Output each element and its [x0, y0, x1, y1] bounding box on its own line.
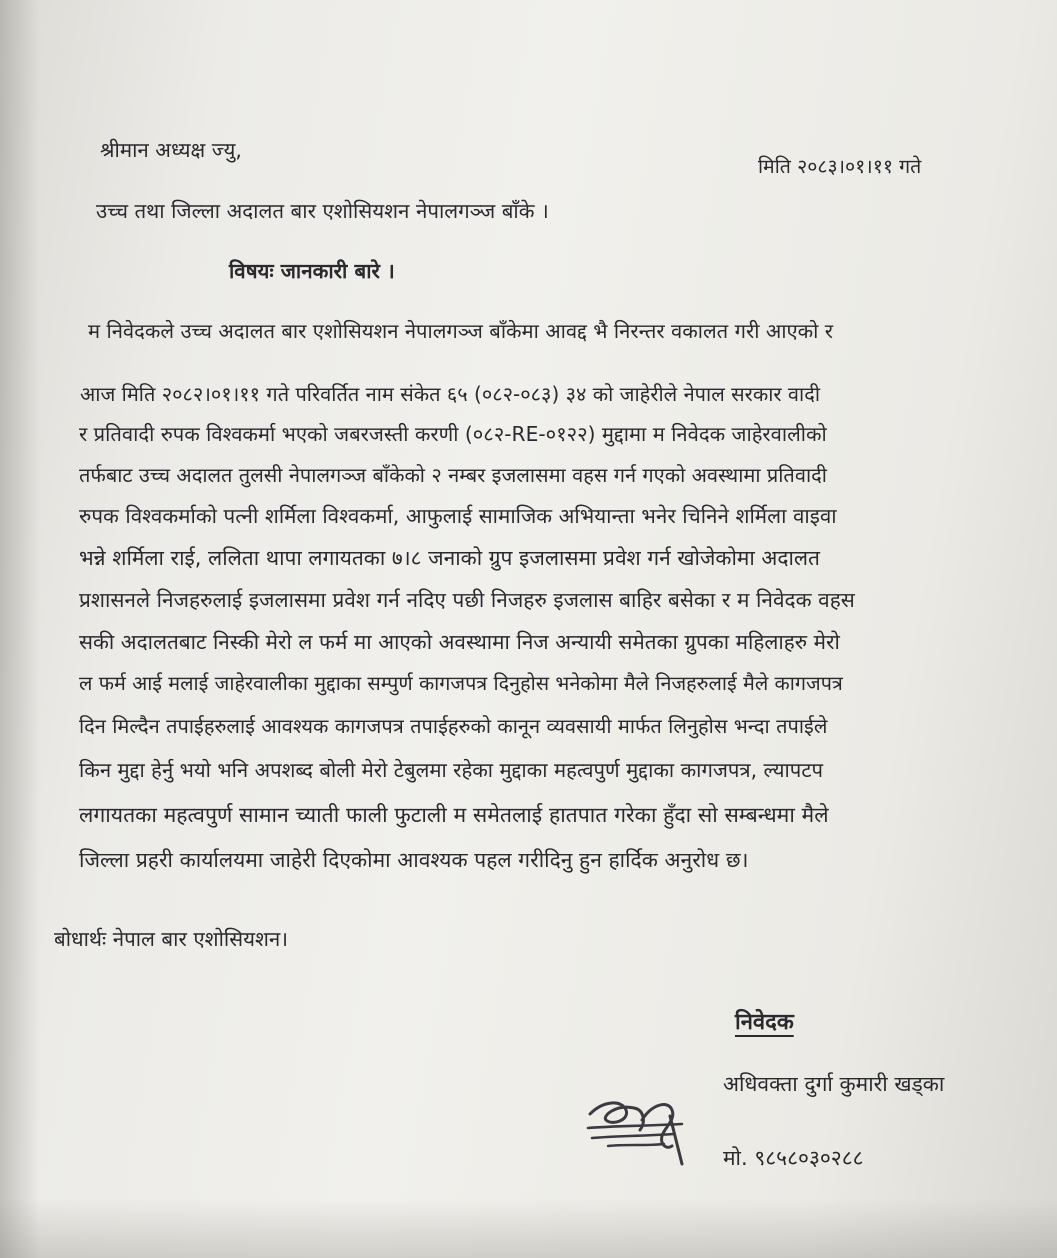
body-line: लगायतका महत्वपुर्ण सामान च्याती फाली फुटाली म समेतलाई हातपात गरेका हुँदा सो सम्बन्धमा मैले — [79, 802, 829, 827]
addressee: उच्च तथा जिल्ला अदालत बार एशोसियशन नेपालगञ्ज बाँके । — [96, 199, 549, 223]
salutation: श्रीमान अध्यक्ष ज्यु, — [100, 138, 242, 162]
subject-line: विषयः जानकारी बारे । — [229, 259, 395, 283]
body-line: आज मिति २०८२।०१।११ गते परिवर्तित नाम संकेत ६५ (०८२-०८३) ३४ को जाहेरीले नेपाल सरकार वादी — [80, 382, 821, 406]
signatory-name: अधिवक्ता दुर्गा कुमारी खड्का — [723, 1072, 945, 1096]
body-line: र प्रतिवादी रुपक विश्वकर्मा भएको जबरजस्ती करणी (०८२-RE-०१२२) मुद्दामा म निवेदक जाहेरवालीको — [79, 422, 827, 446]
body-line: किन मुद्दा हेर्नु भयो भनि अपशब्द बोली मेरो टेबुलमा रहेका मुद्दाका महत्वपुर्ण मुद्दाका कागजपत्र, ल्यापटप — [79, 758, 824, 782]
body-line: ल फर्म आई मलाई जाहेरवालीका मुद्दाका सम्पुर्ण कागजपत्र दिनुहोस भनेकोमा मैले निजहरुलाई मैले कागजपत्र — [79, 672, 843, 695]
letter-date: मिति २०८३।०१।११ गते — [758, 155, 922, 178]
signatory-phone: मो. ९८५८०३०२८८ — [723, 1146, 864, 1170]
body-line: जिल्ला प्रहरी कार्यालयमा जाहेरी दिएकोमा आवश्यक पहल गरीदिनु हुन हार्दिक अनुरोध छ। — [79, 848, 749, 872]
page-shadow-left — [0, 0, 40, 1258]
cc-line: बोधार्थः नेपाल बार एशोसियशन। — [54, 927, 289, 951]
body-line: दिन मिल्दैन तपाईहरुलाई आवश्यक कागजपत्र तपाईहरुको कानून व्यवसायी मार्फत लिनुहोस भन्दा तपाईले — [79, 714, 828, 738]
page-shadow-bottom — [0, 1198, 1057, 1258]
handwritten-signature — [582, 1086, 702, 1172]
body-line: रुपक विश्वकर्माको पत्नी शर्मिला विश्वकर्मा, आफुलाई सामाजिक अभियान्ता भनेर चिनिने शर्मिला वाइवा — [79, 504, 837, 528]
body-line: तर्फबाट उच्च अदालत तुलसी नेपालगञ्ज बाँकेको २ नम्बर इजलासमा वहस गर्न गएको अवस्थामा प्रतिवादी — [79, 463, 827, 487]
body-line: म निवेदकले उच्च अदालत बार एशोसियशन नेपालगञ्ज बाँकेमा आवद्द भै निरन्तर वकालत गरी आएको र — [88, 319, 834, 343]
body-line: प्रशासनले निजहरुलाई इजलासमा प्रवेश गर्न नदिए पछी निजहरु इजलास बाहिर बसेका र म निवेदक वहस — [79, 588, 855, 612]
body-line: भन्ने शर्मिला राई, ललिता थापा लगायतका ७।८ जनाको ग्रुप इजलासमा प्रवेश गर्न खोजेकोमा अदालत — [79, 546, 820, 570]
body-line: सकी अदालतबाट निस्की मेरो ल फर्म मा आएको अवस्थामा निज अन्यायी समेतका ग्रुपका महिलाहरु मेरो — [79, 630, 840, 654]
applicant-label: निवेदक — [735, 1010, 794, 1035]
